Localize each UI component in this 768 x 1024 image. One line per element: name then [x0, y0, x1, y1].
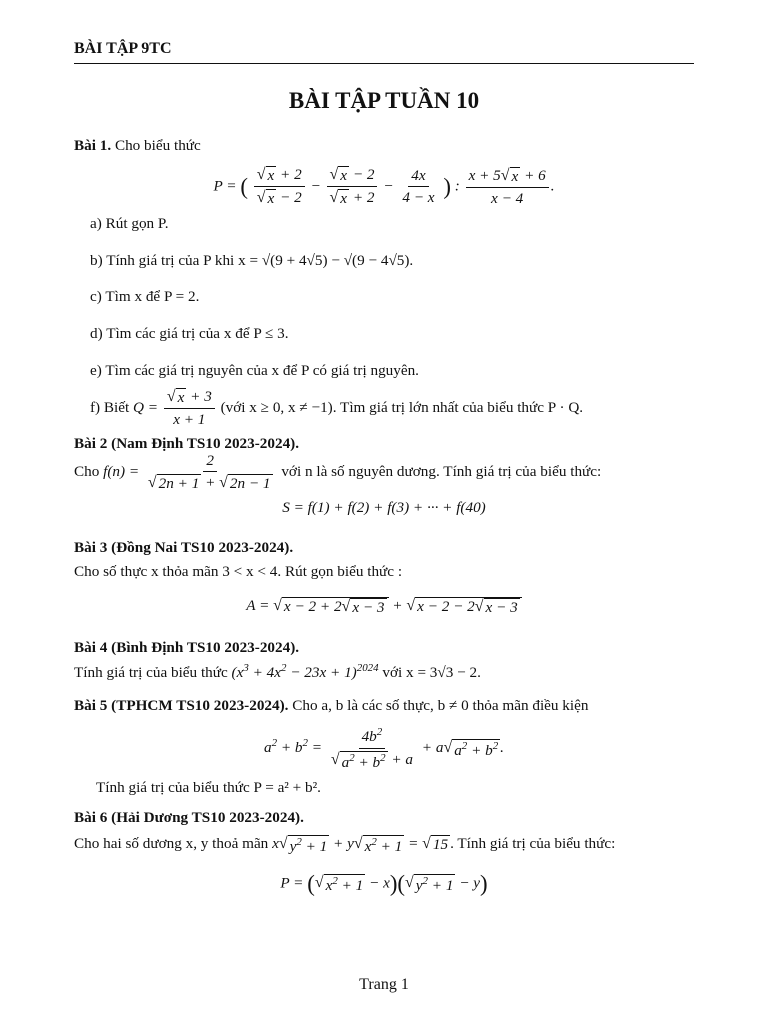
bai6-line: Cho hai số dương x, y thoả mãn x √ $y^2 + 1$ + y √ $x^2 + 1$ = √ 15 . Tính giá trị của biểu thức:	[74, 835, 616, 856]
bai1-heading	[74, 137, 201, 155]
header-rule	[74, 63, 694, 64]
bai1-item-f: f) Biết Q = √ x + 3 x + 1 (với x ≥ 0, x ≠ −1). Tìm giá trị lớn nhất của biểu thức P · Q.	[90, 388, 584, 429]
bai6-label: Bài 6 (Hải Dương TS10 2023-2024).	[74, 809, 304, 826]
bai1-formula: P = ( √ x + 2 √ x − 2 − √ x − 2 √ x + 2 − $\frac{4x}{4 - x}$ ) : x + 5 √ x + 6 x − 4 .	[213, 166, 555, 208]
bai3-formula: A = √ x − 2 + 2 √ x − 3 + √ x − 2 − 2 √ x − 3	[0, 597, 768, 617]
bai2-label: Bài 2 (Nam Định TS10 2023-2024).	[74, 435, 300, 452]
bai1-item-c: c) Tìm x để P = 2.	[90, 288, 200, 305]
bai1-label: Bài 1.	[74, 137, 112, 154]
bai2-formula: S = f(1) + f(2) + f(3) + ··· + f(40)	[282, 499, 486, 516]
page-header: BÀI TẬP 9TC	[74, 40, 172, 57]
bai1-intro: Cho biểu thức	[114, 137, 201, 154]
bai3-line: Cho số thực x thỏa mãn 3 < x < 4. Rút gọn biểu thức :	[74, 563, 403, 580]
bai2-line: Cho f(n) = 2 √ 2n + 1 + √ 2n − 1 với n là số nguyên dương. Tính giá trị của biểu thức:	[74, 452, 602, 493]
bai6-formula: P = ( √ $x^2 + 1$ − x)( √ $y^2 + 1$ − y)	[280, 871, 488, 896]
bai1-item-e: e) Tìm các giá trị nguyên của x để P có giá trị nguyên.	[90, 362, 419, 379]
bai1-item-d: d) Tìm các giá trị của x để P ≤ 3.	[90, 325, 289, 342]
page-title: BÀI TẬP TUẦN 10	[288, 88, 480, 113]
bai5-formula: $a^2 + b^2$ = $4b^2$ √ $a^2 + b^2$ + a + a √ $a^2 + b^2$ .	[264, 726, 504, 771]
bai5-label: Bài 5 (TPHCM TS10 2023-2024).	[74, 697, 289, 714]
bai5-line: Cho a, b là các số thực, b ≠ 0 thỏa mãn điều kiện	[292, 697, 589, 714]
page-footer: Trang 1	[359, 976, 409, 993]
bai1-item-a: a) Rút gọn P.	[90, 215, 169, 232]
bai5-question: Tính giá trị của biểu thức P = a² + b².	[96, 779, 321, 796]
bai4-line: Tính giá trị của biểu thức $(x^3 + 4x^2 - 23x + 1)^{2024}$ với x = 3√3 − 2.	[74, 662, 481, 682]
bai3-label: Bài 3 (Đồng Nai TS10 2023-2024).	[74, 539, 294, 556]
bai1-item-b: b) Tính giá trị của P khi x = √(9 + 4√5) − √(9 − 4√5).	[90, 252, 414, 269]
bai5-heading	[74, 697, 588, 715]
bai4-label: Bài 4 (Bình Định TS10 2023-2024).	[74, 639, 300, 656]
